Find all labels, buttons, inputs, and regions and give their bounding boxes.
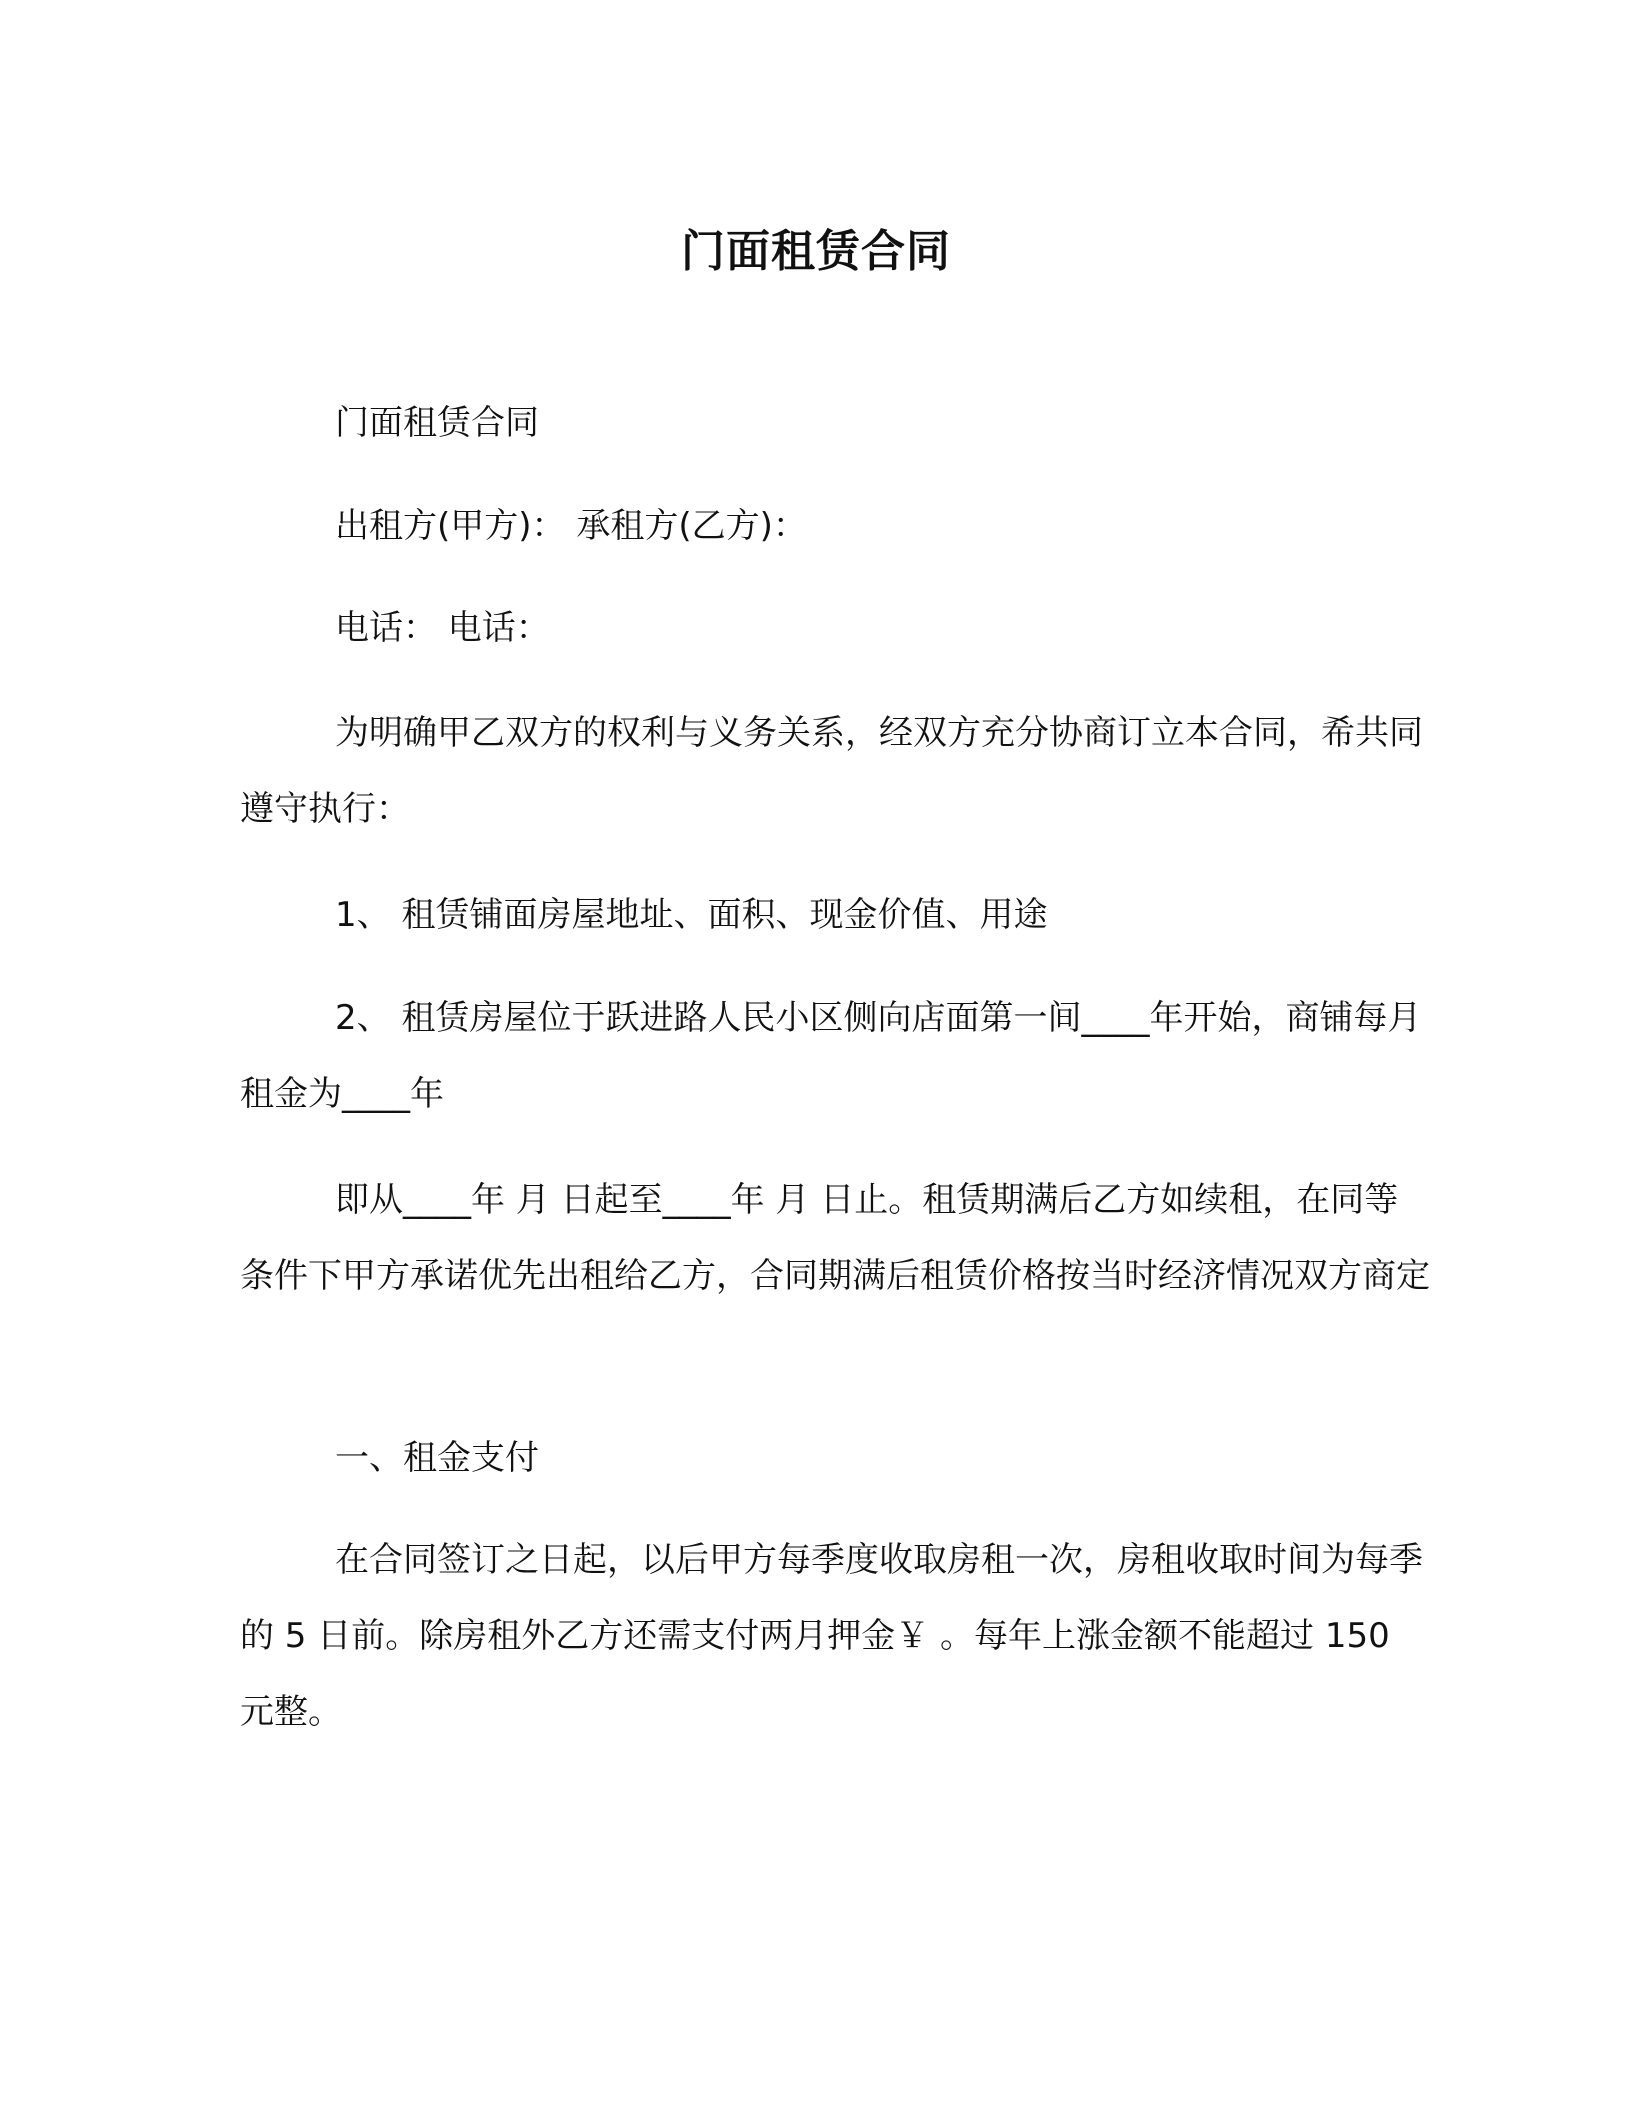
paragraph-clause-1: 1、 租赁铺面房屋地址、面积、现金价值、用途 bbox=[335, 895, 1048, 935]
document-title: 门面租赁合同 bbox=[681, 226, 951, 277]
section-heading-rent-payment: 一、租金支付 bbox=[335, 1438, 539, 1478]
paragraph-preamble: 为明确甲乙双方的权利与义务关系，经双方充分协商订立本合同，希共同遵守执行： bbox=[240, 713, 1423, 829]
paragraph-clause-2: 2、 租赁房屋位于跃进路人民小区侧向店面第一间____年开始，商铺每月租金为____年 bbox=[240, 998, 1422, 1114]
paragraph-rent-payment: 在合同签订之日起，以后甲方每季度收取房租一次，房租收取时间为每季的 5 日前。除房租外乙方还需支付两月押金￥ 。每年上涨金额不能超过 150 元整。 bbox=[240, 1540, 1423, 1732]
paragraph-subtitle: 门面租赁合同 bbox=[335, 403, 539, 443]
paragraph-term: 即从____年 月 日起至____年 月 日止。租赁期满后乙方如续租，在同等条件下甲方承诺优先出租给乙方，合同期满后租赁价格按当时经济情况双方商定 bbox=[240, 1180, 1430, 1296]
paragraph-parties: 出租方(甲方)： 承租方(乙方)： bbox=[335, 506, 807, 546]
paragraph-phones: 电话： 电话： bbox=[335, 608, 550, 648]
